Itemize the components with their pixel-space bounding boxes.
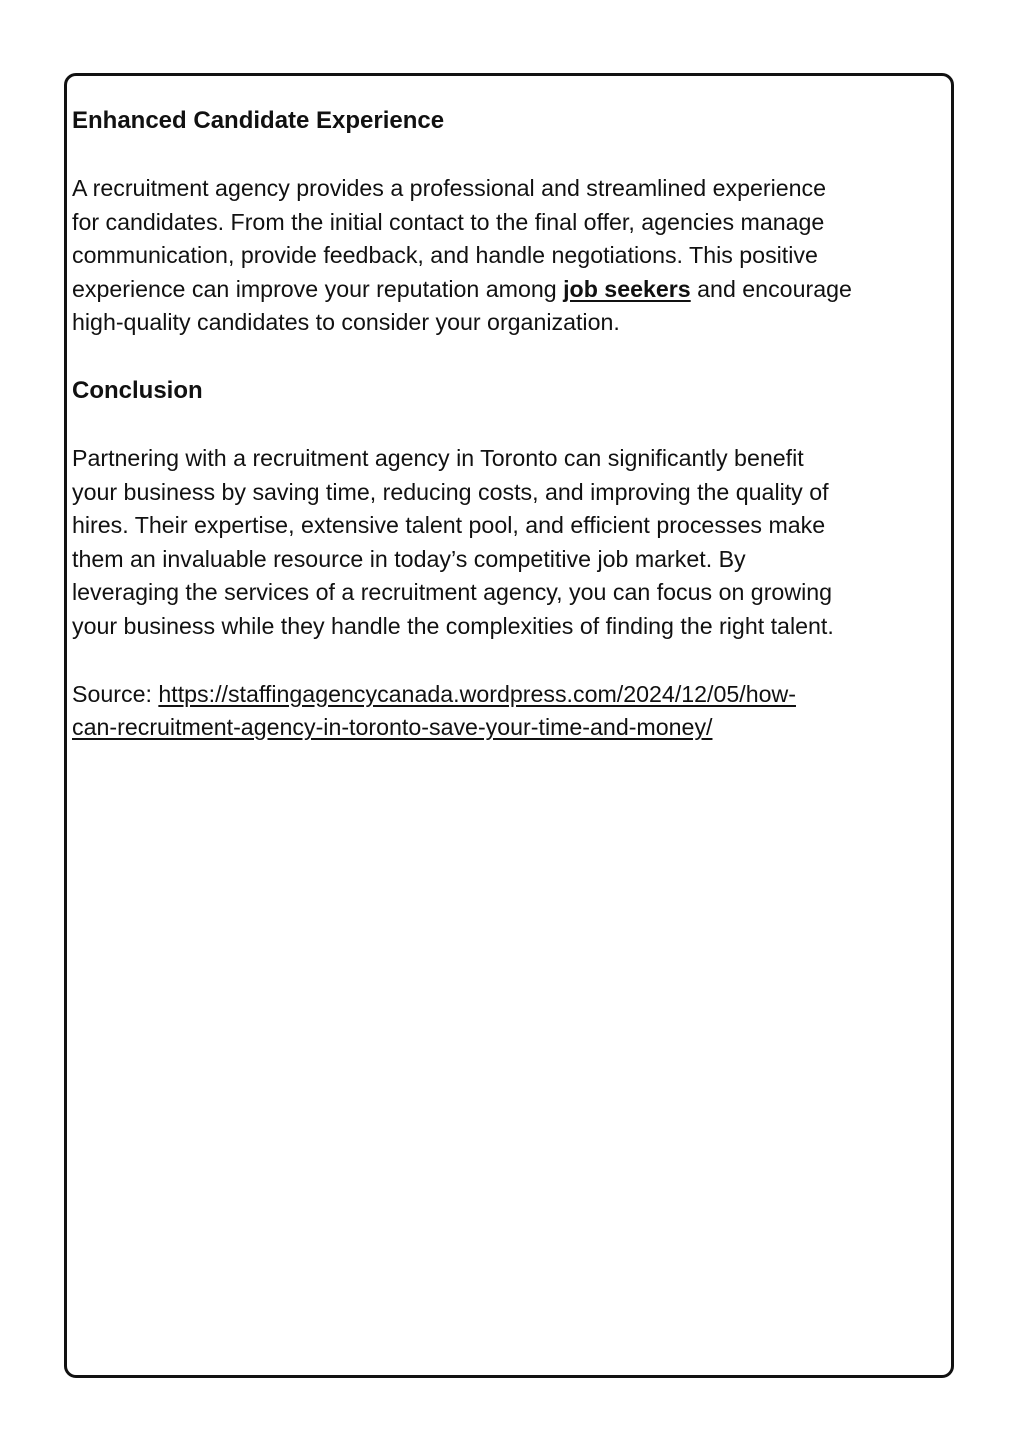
text-segment: and encourage bbox=[690, 275, 852, 302]
text-line: your business by saving time, reducing costs, and improving the quality of bbox=[72, 478, 829, 505]
text-line: for candidates. From the initial contact to the final offer, agencies manage bbox=[72, 208, 825, 235]
text-line: leveraging the services of a recruitment agency, you can focus on growing bbox=[72, 579, 833, 606]
source-citation bbox=[72, 678, 948, 745]
section-heading-candidate-experience: Enhanced Candidate Experience bbox=[72, 107, 445, 134]
text-line: communication, provide feedback, and handle negotiations. This positive bbox=[72, 242, 818, 269]
text-line: hires. Their expertise, extensive talent pool, and efficient processes make bbox=[72, 512, 826, 539]
source-label: Source: bbox=[72, 680, 159, 707]
text-line: them an invaluable resource in today’s competitive job market. By bbox=[72, 545, 746, 572]
paragraph-conclusion bbox=[72, 442, 948, 644]
source-line bbox=[72, 678, 948, 712]
job-seekers-link[interactable]: job seekers bbox=[563, 275, 691, 302]
text-line-with-link bbox=[72, 273, 948, 307]
section-heading-conclusion: Conclusion bbox=[72, 376, 203, 404]
text-segment: experience can improve your reputation among bbox=[72, 275, 564, 302]
source-url-link-continued[interactable]: can-recruitment-agency-in-toronto-save-your-time-and-money/ bbox=[72, 714, 713, 741]
paragraph-candidate-experience bbox=[72, 172, 948, 340]
text-line: high-quality candidates to consider your organization. bbox=[72, 309, 620, 336]
text-line: your business while they handle the complexities of finding the right talent. bbox=[72, 612, 834, 639]
text-line: Partnering with a recruitment agency in Toronto can significantly benefit bbox=[72, 444, 804, 471]
source-url-link[interactable]: https://staffingagencycanada.wordpress.com/2024/12/05/how- bbox=[158, 680, 796, 707]
document-content bbox=[72, 104, 948, 779]
text-line: A recruitment agency provides a professional and streamlined experience bbox=[72, 175, 827, 201]
source-line bbox=[72, 711, 948, 745]
